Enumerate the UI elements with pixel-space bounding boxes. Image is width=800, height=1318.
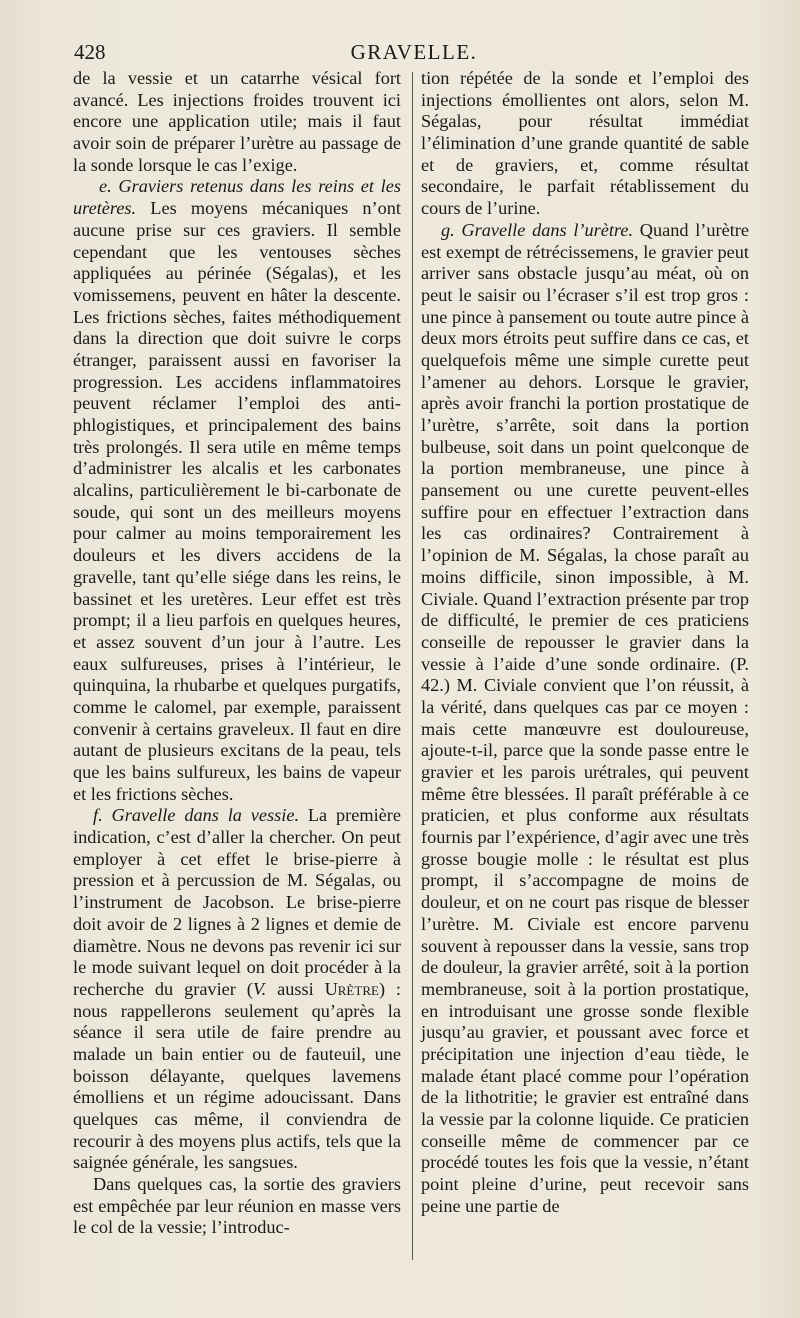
paragraph-continued-right: tion répétée de la sonde et l’emploi des injections émollientes ont alors, selon M. Ségalas, pour résultat immédiat l’élimination d’une grande quantité de sable et de graviers, et, comme résultat secondaire, le parfait rétablissement du cours de l’urine. [421,68,749,219]
cross-reference-v: V. [252,978,267,999]
section-g-text: Quand l’urètre est exempt de rétrécissemens, le gravier peut arriver sans obstacle jusqu’au méat, où on peut le saisir ou l’écraser s’il est trop gros : une pince à pansement ou toute autre pince à deux mors étroits peut suffire dans ce cas, et quelquefois même une simple curette peut l’amener au dehors. Lorsque le gravier, après avoir franchi la portion prostatique de l’urètre, s’arrête, soit dans la portion bulbeuse, soit dans un point quelconque de la portion membraneuse, une pince à pansement ou une curette peuvent-elles suffire pour en effectuer l’extraction dans les cas ordinaires? Contrairement à l’opinion de M. Ségalas, la chose paraît au moins difficile, sinon impossible, à M. Civiale. Quand l’extraction présente par trop de difficulté, le premier de ces praticiens conseille de repousser le gravier dans la vessie à l’aide d’une sonde ordinaire. (P. 42.) M. Civiale convient que l’on réussit, à la vérité, dans quelques cas par ce moyen : mais cette manœuvre est douloureuse, ajoute-t-il, parce que la sonde passe entre le gravier et les parois urétrales, qui peuvent même être blessées. Il paraît préférable à ce praticien, et plus conforme aux résultats fournis par l’expérience, d’agir avec une très grosse bougie molle : le résultat est plus prompt, il s’accompagne de moins de douleur, et on ne court pas risque de blesser l’urètre. M. Civiale est encore parvenu souvent à repousser dans la vessie, sans trop de douleur, la gravier arrêté, soit à la portion membraneuse, soit à la portion prostatique, en introduisant une grosse sonde flexible jusqu’au gravier, et poussant avec force et précipitation une injection d’eau tiède, le malade étant placé comme pour l’opération de la lithotritie; le gravier est entraîné dans la vessie par la colonne liquide. Ce praticien conseille même de commencer par ce procédé toutes les fois que la vessie, n’étant point pleine d’urine, peut recevoir sans peine une partie de [421,219,750,1216]
section-g-heading: g. Gravelle dans l’urètre. [441,219,634,240]
page-number: 428 [74,40,106,64]
section-g-paragraph [421,220,749,1218]
running-title: GRAVELLE. [350,40,478,64]
paragraph-continued: de la vessie et un catarrhe vésical fort avancé. Les injections froides trouvent ici encore une application utile; mais il faut avoir soin de préparer l’urètre au passage de la sonde lorsque le cas l’exige. [73,68,401,175]
page-header [74,40,754,70]
cross-reference-word: Urètre [324,978,379,999]
paragraph-graviers-masse: Dans quelques cas, la sortie des graviers est empêchée par leur réunion en masse vers le col de la vessie; l’introduc- [73,1174,401,1238]
section-f-heading: f. Gravelle dans la vessie. [93,805,300,826]
column-divider [412,72,413,1260]
section-f-text-b: ) : nous rappellerons seulement qu’après la séance il sera utile de faire prendre au malade un bain entier ou de fauteuil, une boisson délayante, quelques lavemens émolliens et un régime adoucissant. Dans quelques cas même, il conviendra de recourir à des moyens plus actifs, tels que la saignée générale, les sangsues. [73,978,401,1173]
section-e-heading: e. Graviers retenus dans les reins et les uretères. [73,176,401,219]
right-column [421,68,749,1217]
section-e-paragraph [73,176,401,805]
section-e-text: Les moyens mécaniques n’ont aucune prise sur ces graviers. Il semble cependant que les ventouses sèches appliquées au périnée (Ségalas), et les vomissemens, peuvent en hâter la descente. Les frictions sèches, faites méthodiquement dans la direction que doit suivre le corps étranger, paraissent aussi en favoriser la progression. Les accidens inflammatoires peuvent réclamer l’emploi des anti-phlogistiques, et principalement des bains très prolongés. Il sera utile en même temps d’administrer les alcalis et les carbonates alcalins, particulièrement le bi-carbonate de soude, qui sont un des meilleurs moyens pour calmer au moins temporairement les douleurs et les divers accidens de la gravelle, tant qu’elle siége dans les reins, le bassinet et les uretères. Leur effet est très prompt; il a lieu parfois en quelques heures, et assez souvent d’un jour à l’autre. Les eaux sulfureuses, prises à l’intérieur, le quinquina, la rhubarbe et quelques purgatifs, comme le calomel, par exemple, paraissent convenir à certains graveleux. Il faut en dire autant de plusieurs excitans de la peau, tels que les bains sulfureux, les bains de vapeur et les frictions sèches. [73,198,401,804]
section-f-paragraph [73,805,401,1174]
section-f-text-a: La première indication, c’est d’aller la chercher. On peut employer à cet effet le brise-pierre à pression et à percussion de M. Ségalas, ou l’instrument de Jacobson. Le brise-pierre doit avoir de 2 lignes à 2 lignes et demie de diamètre. Nous ne devons pas revenir ici sur le mode suivant lequel on doit procéder à la recherche du gravier ( [73,805,401,999]
left-column [73,68,401,1239]
cross-reference-aussi: aussi [266,978,325,999]
